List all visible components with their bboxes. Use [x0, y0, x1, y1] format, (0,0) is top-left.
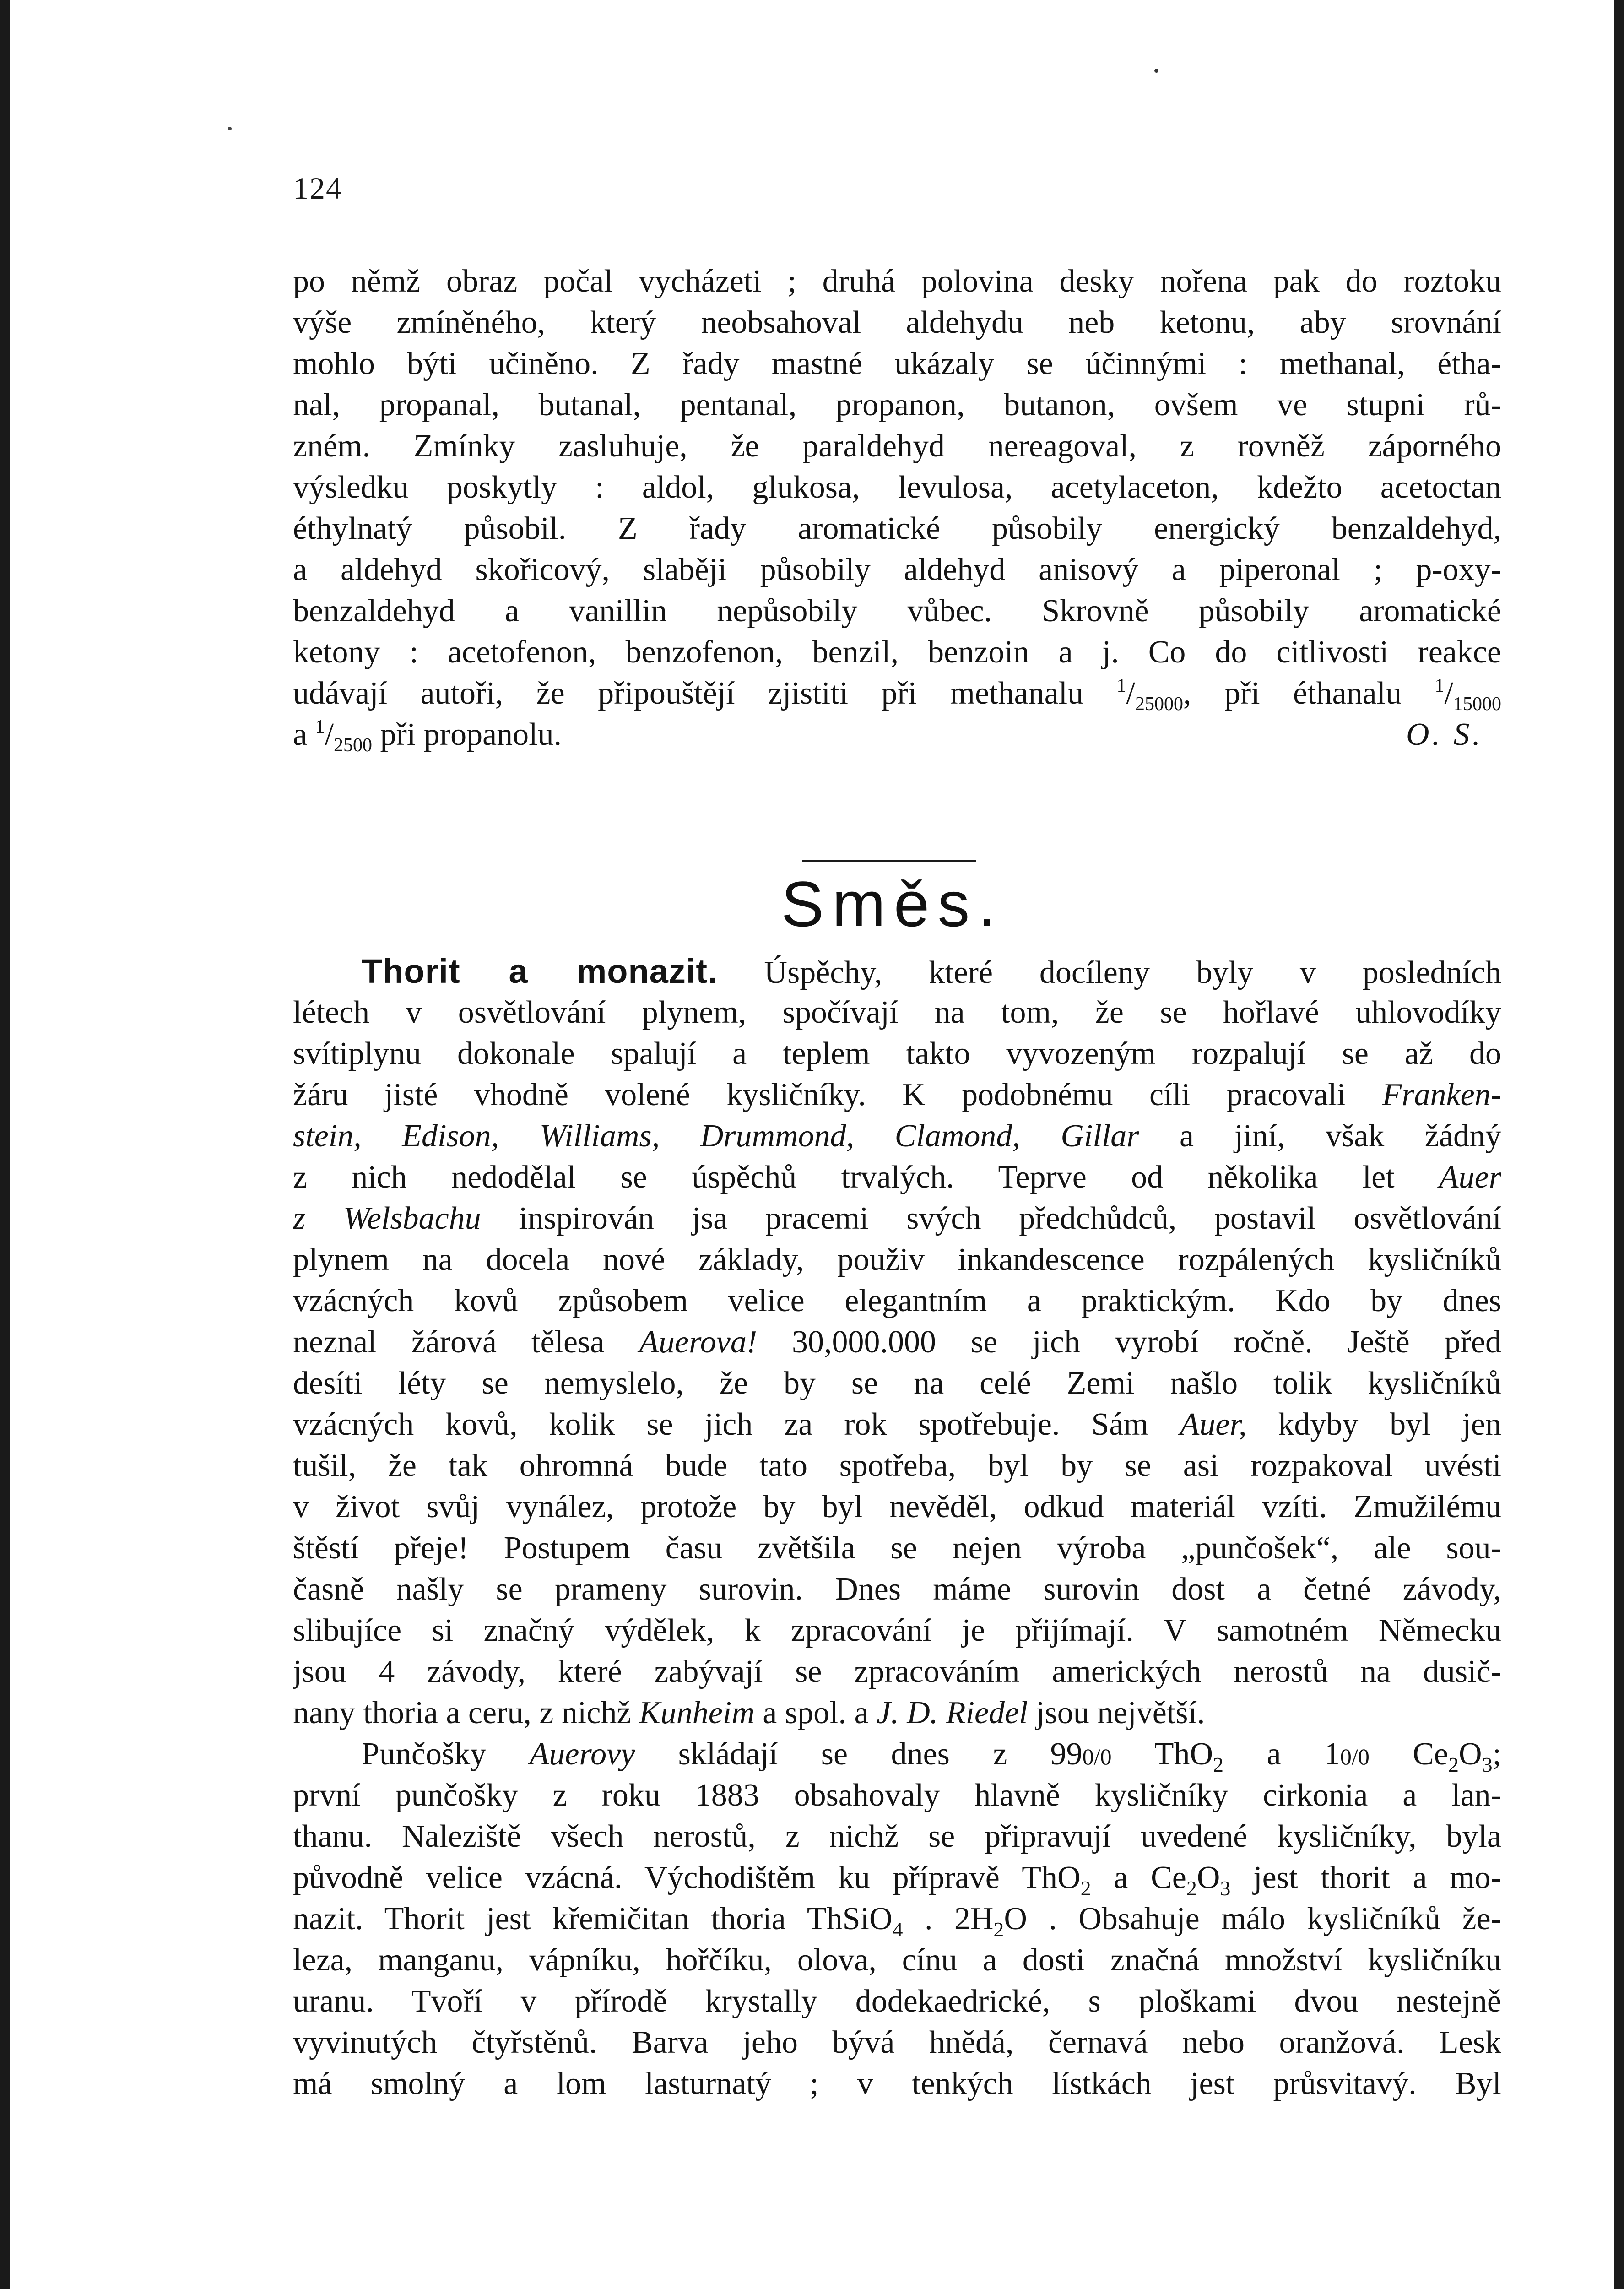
percent-sign: 0/0 [1082, 1744, 1112, 1769]
page-number: 124 [293, 171, 342, 206]
text-line: štěstí přeje! Postupem času zvětšila se nejen výroba „punčošek“, ale sou- [293, 1530, 1501, 1566]
fraction-numerator: 1 [1435, 675, 1445, 696]
text-line: Punčošky Auerovy skládají se dnes z 990/0 ThO$_2$ a 10/0 $Ce_2O_3$; [362, 1736, 1501, 1775]
section-title: Směs. [781, 868, 1004, 940]
text-line: žáru jisté vhodně volené kysličníky. K podobnému cíli pracovali Franken- [293, 1077, 1501, 1112]
text-line: slibujíce si značný výdělek, k zpracování je přijímají. V samotném Německu [293, 1613, 1501, 1648]
closing-line-with-signature [293, 714, 1501, 755]
text-line: jsou 4 závody, které zabývají se zpracováním amerických nerostů na dusič- [293, 1654, 1501, 1689]
text-line: éthylnatý působil. Z řady aromatické působily energický benzaldehyd, [293, 511, 1501, 546]
text-line: mohlo býti učiněno. Z řady mastné ukázaly se účinnými : methanal, étha- [293, 346, 1501, 381]
text-line: leza, manganu, vápníku, hořčíku, olova, cínu a dosti značná množství kysličníku [293, 1942, 1501, 1978]
text-line: stein, Edison, Williams, Drummond, Clamond, Gillar a jiní, však žádný [293, 1118, 1501, 1154]
text-line: tušil, že tak ohromná bude tato spotřeba, byl by se asi rozpakoval uvésti [293, 1448, 1501, 1483]
person-name: Franken- [1382, 1077, 1501, 1112]
scan-border-right [1614, 0, 1624, 2289]
fraction-numerator: 1 [315, 716, 325, 738]
person-name: Auer, [1180, 1407, 1247, 1442]
fraction-denominator: 2500 [334, 735, 373, 756]
text-line: a $^1/_{2500}$ při propanolu. [293, 716, 562, 756]
text-line: desíti léty se nemyslelo, že by se na celé Zemi našlo tolik kysličníků [293, 1366, 1501, 1401]
text-line: létech v osvětlování plynem, spočívají na tom, že se hořlavé uhlovodíky [293, 995, 1501, 1030]
text-line: první punčošky z roku 1883 obsahovaly hlavně kysličníky cirkonia a lan- [293, 1778, 1501, 1813]
text-line: a aldehyd skořicový, slaběji působily aldehyd anisový a piperonal ; p-oxy- [293, 552, 1501, 587]
text-line: vzácných kovů způsobem velice elegantním a praktickým. Kdo by dnes [293, 1283, 1501, 1318]
text-line: plynem na docela nové základy, použiv inkandescence rozpálených kysličníků [293, 1242, 1501, 1277]
text-line: svítiplynu dokonale spalují a teplem takto vyvozeným rozpalují se až do [293, 1036, 1501, 1071]
text-line: neznal žárová tělesa Auerova! 30,000.000 se jich vyrobí ročně. Ještě před [293, 1324, 1501, 1360]
text-line: nal, propanal, butanal, pentanal, propanon, butanon, ovšem ve stupni rů- [293, 387, 1501, 423]
text-line: původně velice vzácná. Východištěm ku přípravě ThO$_2$ a $Ce_2O_3$ jest thorit a mo- [293, 1860, 1501, 1898]
text-line: Thorit a monazit. Úspěchy, které docíleny byly v posledních [362, 952, 1501, 990]
scan-speck [228, 127, 232, 130]
previous-article-conclusion [293, 261, 1501, 755]
person-name: Auerova! [639, 1324, 758, 1360]
scan-speck [1154, 69, 1158, 73]
text-line: výsledku poskytly : aldol, glukosa, levulosa, acetylaceton, kdežto acetoctan [293, 470, 1501, 505]
text-line: nany thoria a ceru, z nichž Kunheim a spol. a J. D. Riedel jsou největší. [293, 1695, 1205, 1730]
person-name: Auerovy [529, 1736, 635, 1772]
text-line: má smolný a lom lasturnatý ; v tenkých lístkách jest průsvitavý. Byl [293, 2066, 1501, 2101]
text-line: časně našly se prameny surovin. Dnes máme surovin dost a četné závody, [293, 1572, 1501, 1607]
text-line: vyvinutých čtyřstěnů. Barva jeho bývá hnědá, černavá nebo oranžová. Lesk [293, 2025, 1501, 2060]
person-name: z Welsbachu [293, 1201, 481, 1236]
percent-sign: 0/0 [1340, 1744, 1370, 1769]
article-heading: Thorit a monazit. [362, 952, 718, 990]
text-line: nazit. Thorit jest křemičitan thoria ThSiO$_4$ . $2H_2O$ . Obsahuje málo kysličníků že- [293, 1901, 1501, 1940]
text-line: výše zmíněného, který neobsahoval aldehydu neb ketonu, aby srovnání [293, 305, 1501, 340]
article-thorit-monazit [293, 951, 1501, 2105]
text-line: z nich nedodělal se úspěchů trvalých. Teprve od několika let Auer [293, 1160, 1501, 1195]
company-name: J. D. Riedel [877, 1695, 1028, 1730]
fraction-numerator: 1 [1116, 675, 1126, 696]
person-names: stein, Edison, Williams, Drummond, Clamond, Gillar [293, 1118, 1139, 1154]
company-name: Kunheim [639, 1695, 755, 1730]
text-line: vzácných kovů, kolik se jich za rok spotřebuje. Sám Auer, kdyby byl jen [293, 1407, 1501, 1442]
text-line: thanu. Naleziště všech nerostů, z nichž se připravují uvedené kysličníky, byla [293, 1819, 1501, 1854]
text-line: zném. Zmínky zasluhuje, že paraldehyd nereagoval, z rovněž záporného [293, 429, 1501, 464]
fraction-denominator: 25000 [1135, 694, 1183, 714]
scan-border-left [0, 0, 10, 2289]
text-line-sensitivity: udávají autoři, že připouštějí zjistiti při methanalu $^1/_{25000}$, při éthanalu $^1/_{15000}$ [293, 675, 1501, 714]
text-line: po němž obraz počal vycházeti ; druhá polovina desky nořena pak do roztoku [293, 264, 1501, 299]
text-line: benzaldehyd a vanillin nepůsobily vůbec. Skrovně působily aromatické [293, 593, 1501, 629]
text-line: ketony : acetofenon, benzofenon, benzil, benzoin a j. Co do citlivosti reakce [293, 635, 1501, 670]
text-line: v život svůj vynález, protože by byl nevěděl, odkud materiál vzíti. Zmužilému [293, 1489, 1501, 1524]
author-signature: O. S. [1406, 717, 1483, 752]
fraction-denominator: 15000 [1453, 694, 1501, 714]
person-name: Auer [1439, 1160, 1501, 1195]
text-line: uranu. Tvoří v přírodě krystally dodekaedrické, s ploškami dvou nestejně [293, 1984, 1501, 2019]
text-line: z Welsbachu inspirován jsa pracemi svých předchůdců, postavil osvětlování [293, 1201, 1501, 1236]
